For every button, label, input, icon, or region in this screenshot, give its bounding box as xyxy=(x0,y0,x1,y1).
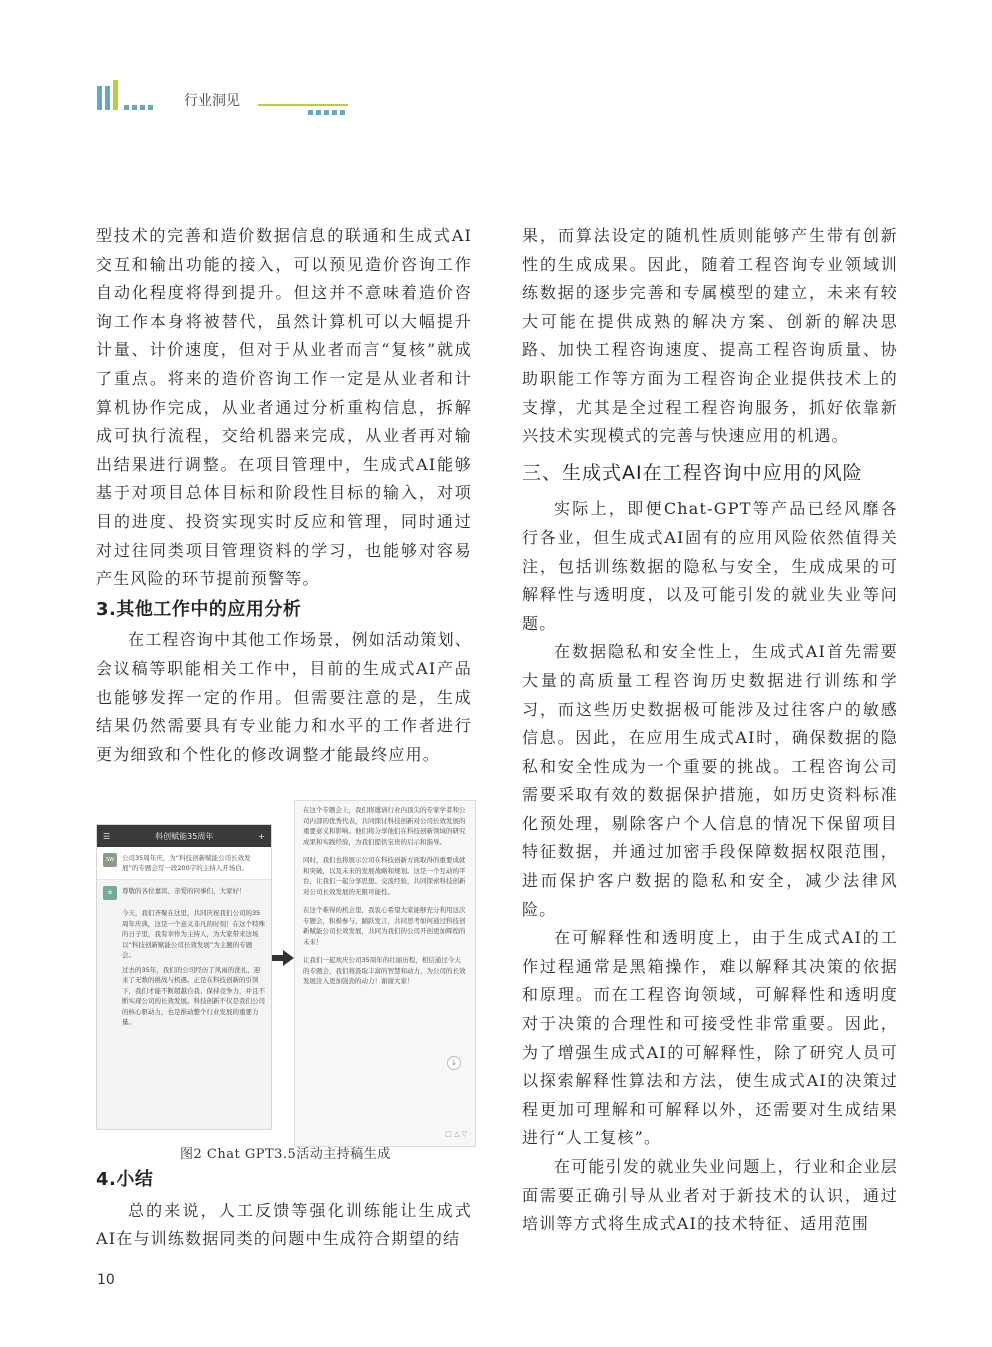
paragraph: 果，而算法设定的随机性质则能够产生带有创新性的生成成果。因此，随着工程咨询专业领域训练数据的逐步完善和专属模型的建立，未来有较大可能在提供成熟的解决方案、创新的解决思路、加快工程咨询速度、提高工程咨询质量、协助职能工作等方面为工程咨询企业提供技术上的支撑，尤其是全过程工程咨询服务，抓好依靠新兴技术实现模式的完善与快速应用的机遇。 xyxy=(522,226,898,446)
arrow-right-icon xyxy=(272,950,294,966)
plus-icon: + xyxy=(258,831,265,841)
section-logo-bars xyxy=(97,80,167,110)
bot-paragraph: 在这个难得的机会里，我衷心希望大家能够充分利用这次专题会，积极参与、踊跃发言，共同思考如何通过科技创新赋能公司长效发展，共同为我们的公司开创更加辉煌的未来！ xyxy=(303,906,466,946)
user-avatar: SW xyxy=(103,853,117,867)
header-square xyxy=(332,110,337,115)
user-prompt: 公司35周年庆，为“科技创新赋能公司长效发展”的专题会写一段200字的主持人开场白。 xyxy=(122,854,251,872)
header-rule xyxy=(258,104,348,106)
header-square xyxy=(324,110,329,115)
user-message xyxy=(97,847,271,880)
bot-paragraph: 尊敬的各位嘉宾、亲爱的同事们，大家好！ xyxy=(122,887,246,895)
bot-avatar-icon: ✿ xyxy=(103,886,117,900)
left-column-bottom xyxy=(96,1164,472,1254)
section-title: 行业洞见 xyxy=(184,93,240,109)
paragraph: 在数据隐私和安全性上，生成式AI首先需要大量的高质量工程咨询历史数据进行训练和学习，而这些历史数据极可能涉及过往客户的敏感信息。因此，在应用生成式AI时，确保数据的隐私和安全性成为一个重要的挑战。工程咨询公司需要采取有效的数据保护措施，如历史资料标准化预处理，剔除客户个人信息的情况下保留项目特征数据，并通过加密手段保障数据权限范围，进而保护客户数据的隐私和安全，减少法律风险。 xyxy=(522,642,898,919)
paragraph: 在可解释性和透明度上，由于生成式AI的工作过程通常是黑箱操作，难以解释其决策的依据和原理。而在工程咨询领域，可解释性和透明度对于决策的合理性和可接受性非常重要。因此，为了增强生成式AI的可解释性，除了研究人员可以探索解释性算法和方法，使生成式AI的决策过程更加可理解和可解释以外，还需要对生成结果进行“人工复核”。 xyxy=(522,928,898,1148)
section-heading: 3.其他工作中的应用分析 xyxy=(96,598,302,620)
right-column xyxy=(522,222,898,1239)
paragraph: 在工程咨询中其他工作场景，例如活动策划、会议稿等职能相关工作中，目前的生成式AI产品也能够发挥一定的作用。但需要注意的是，生成结果仍然需要具有专业能力和水平的工作者进行更为细致和个性化的修改调整才能最终应用。 xyxy=(96,630,473,764)
bot-paragraph: 过去的35年，我们的公司经历了风雨的洗礼，迎来了无数的挑战与机遇。正是在科技创新的引领下，我们才能不断超越自我、保持竞争力，并且不断实现公司的长效发展。科技创新不仅是我们公司的核心驱动力，也是推动整个行业发展的重要力量。 xyxy=(122,965,265,1026)
bot-paragraph: 让我们一起欢庆公司35周年的壮丽历程，相信通过今天的专题会，我们将汲取丰富的智慧和动力，为公司的长效发展注入更加强劲的动力！谢谢大家！ xyxy=(303,956,466,985)
paragraph: 在可能引发的就业失业问题上，行业和企业层面需要正确引导从业者对于新技术的认识，通过培训等方式将生成式AI的技术特征、适用范围 xyxy=(522,1157,899,1234)
header-square xyxy=(308,110,313,115)
bot-paragraph: 在这个专题会上，我们将邀请行业内顶尖的专家学者和公司内部的优秀代表，共同探讨科技创新对公司长效发展的重要意义和影响。他们将分享他们在科技创新领域的研究成果和实践经验，为我们提供宝贵的启示和指导。 xyxy=(303,806,466,846)
header-square xyxy=(316,110,321,115)
scroll-down-icon[interactable]: ↓ xyxy=(447,1056,461,1070)
paragraph: 总的来说，人工反馈等强化训练能让生成式AI在与训练数据同类的问题中生成符合期望的结 xyxy=(96,1200,472,1249)
chat-screen-1 xyxy=(96,824,272,1130)
section-heading: 4.小结 xyxy=(96,1169,154,1190)
page-number: 10 xyxy=(97,1272,115,1288)
paragraph: 实际上，即便Chat-GPT等产品已经风靡各行各业，但生成式AI固有的应用风险依然值得关注，包括训练数据的隐私与安全，生成成果的可解释性与透明度，以及可能引发的就业失业等问题。 xyxy=(522,499,898,633)
header-square xyxy=(340,110,345,115)
chat-title: 科创赋能35周年 xyxy=(155,831,214,841)
feedback-icons[interactable]: □ △ ▽ xyxy=(445,1130,467,1138)
bot-paragraph: 同时，我们也将展示公司在科技创新方面取得的重要成就和突破，以及未来的发展战略和规划。这是一个互动的平台，让我们一起分享思想、交流经验，共同探索科技创新对公司长效发展的无限可能性。 xyxy=(303,856,466,896)
bot-paragraph: 今天，我们齐聚在这里，共同庆祝我们公司的35周年庆典，这是一个意义非凡的时刻！在这个特殊的日子里，我有幸作为主持人，为大家带来这场以“科技创新赋能公司长效发展”为主题的专题会。 xyxy=(122,909,265,959)
left-column-top xyxy=(96,222,472,769)
figure-chat-screenshots xyxy=(96,800,476,1145)
section-heading: 三、生成式AI在工程咨询中应用的风险 xyxy=(522,461,863,484)
chat-screen-2 xyxy=(294,800,476,1147)
figure-caption: 图2 Chat GPT3.5活动主持稿生成 xyxy=(180,1147,391,1162)
chat-topbar xyxy=(97,825,271,847)
bot-message xyxy=(97,880,271,1038)
menu-icon: ☰ xyxy=(103,831,111,841)
paragraph: 型技术的完善和造价数据信息的联通和生成式AI交互和输出功能的接入，可以预见造价咨询工作自动化程度将得到提升。但这并不意味着造价咨询工作本身将被替代，虽然计算机可以大幅提升计量、计价速度，但对于从业者而言“复核”就成了重点。将来的造价咨询工作一定是从业者和计算机协作完成，从业者通过分析重构信息，拆解成可执行流程，交给机器来完成，从业者再对输出结果进行调整。在项目管理中，生成式AI能够基于对项目总体目标和阶段性目标的输入，对项目的进度、投资实现实时反应和管理，同时通过对过往同类项目管理资料的学习，也能够对容易产生风险的环节提前预警等。 xyxy=(96,226,472,589)
